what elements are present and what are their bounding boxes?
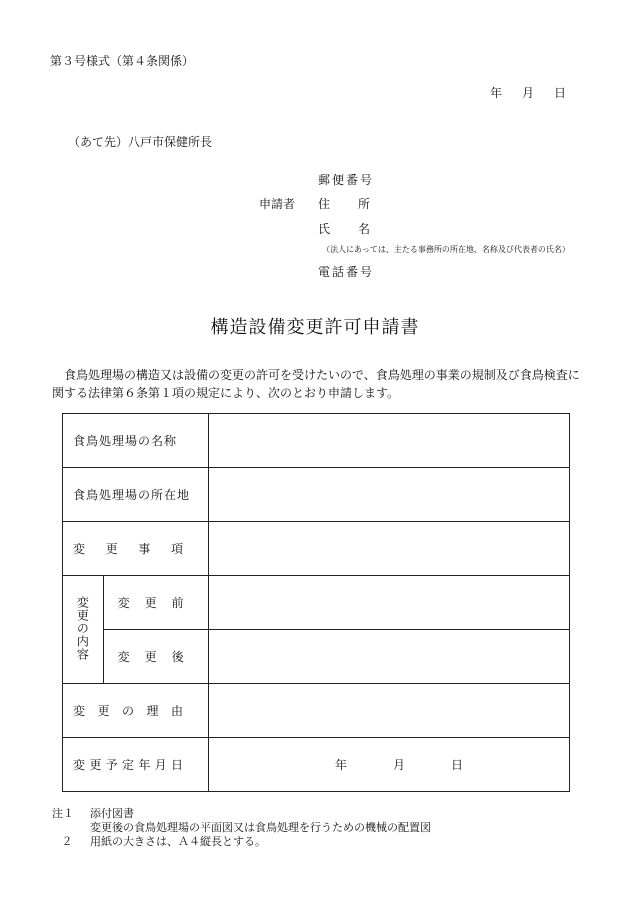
sched-day: 日 xyxy=(451,758,464,772)
note-1 xyxy=(52,807,431,821)
sched-c6: 日 xyxy=(170,758,183,772)
row-change-item xyxy=(63,522,570,576)
sched-c3: 定 xyxy=(121,758,134,772)
application-table xyxy=(62,413,570,792)
address-label xyxy=(318,195,370,212)
notes xyxy=(52,807,431,849)
scheduled-date-label xyxy=(63,738,209,792)
change-item-c2: 事 xyxy=(138,542,151,556)
before-value[interactable] xyxy=(209,576,570,630)
phone-label: 電話番号 xyxy=(318,265,375,279)
facility-location-label: 食鳥処理場の所在地 xyxy=(63,468,209,522)
change-content-text: 変更の内容 xyxy=(75,595,90,661)
note-2 xyxy=(52,835,431,849)
before-label xyxy=(103,576,208,630)
row-change-before xyxy=(63,576,570,630)
date-month: 月 xyxy=(522,86,535,100)
date-day: 日 xyxy=(554,86,567,100)
after-c1: 更 xyxy=(144,650,157,664)
row-facility-name xyxy=(63,414,570,468)
sched-c0: 変 xyxy=(73,758,86,772)
facility-name-value[interactable] xyxy=(209,414,570,468)
sched-c2: 予 xyxy=(105,758,118,772)
reason-c3: 理 xyxy=(146,704,159,718)
note-1-detail: 変更後の食鳥処理場の平面図又は食鳥処理を行うための機械の配置図 xyxy=(90,821,431,834)
sched-c1: 更 xyxy=(89,758,102,772)
body-text: 食鳥処理場の構造又は設備の変更の許可を受けたいので、食鳥処理の事業の規制及び食鳥検査に関する法律第６条第１項の規定により、次のとおり申請します。 xyxy=(52,368,580,400)
before-c1: 更 xyxy=(144,596,157,610)
change-item-c1: 更 xyxy=(105,542,118,556)
facility-location-value[interactable] xyxy=(209,468,570,522)
note-2-text: 用紙の大きさは、Ａ４縦長とする。 xyxy=(90,835,266,848)
row-facility-location xyxy=(63,468,570,522)
corporate-note: （法人にあっては、主たる事務所の所在地、名称及び代表者の氏名） xyxy=(322,245,570,254)
name-label xyxy=(318,220,370,237)
row-change-after xyxy=(63,630,570,684)
date-year: 年 xyxy=(490,86,503,100)
change-content-label xyxy=(63,576,104,684)
after-c2: 後 xyxy=(171,650,184,664)
note-1-number: 注１ xyxy=(52,807,74,820)
facility-name-label: 食鳥処理場の名称 xyxy=(63,414,209,468)
reason-c1: 更 xyxy=(97,704,110,718)
after-value[interactable] xyxy=(209,630,570,684)
before-c2: 前 xyxy=(171,596,184,610)
reason-value[interactable] xyxy=(209,684,570,738)
document-title: 構造設備変更許可申請書 xyxy=(210,317,420,338)
note-2-number: ２ xyxy=(61,835,73,848)
address-label-b: 所 xyxy=(358,197,371,211)
sched-month: 月 xyxy=(392,758,405,772)
before-c0: 変 xyxy=(117,596,130,610)
date-line xyxy=(490,84,566,101)
name-label-a: 氏 xyxy=(318,222,331,236)
change-item-c3: 項 xyxy=(170,542,183,556)
row-scheduled-date xyxy=(63,738,570,792)
scheduled-date-value[interactable] xyxy=(209,738,570,792)
applicant-label: 申請者 xyxy=(259,197,296,211)
addressee: （あて先）八戸市保健所長 xyxy=(68,135,213,149)
reason-c2: の xyxy=(121,704,134,718)
change-item-label xyxy=(63,522,209,576)
reason-c0: 変 xyxy=(73,704,86,718)
sched-c5: 月 xyxy=(154,758,167,772)
change-item-value[interactable] xyxy=(209,522,570,576)
change-item-c0: 変 xyxy=(73,542,86,556)
after-label xyxy=(103,630,208,684)
sched-year: 年 xyxy=(334,758,347,772)
after-c0: 変 xyxy=(117,650,130,664)
form-number: 第３号様式（第４条関係） xyxy=(50,54,195,68)
reason-c4: 由 xyxy=(170,704,183,718)
reason-label xyxy=(63,684,209,738)
row-reason xyxy=(63,684,570,738)
name-label-b: 名 xyxy=(358,222,371,236)
postal-code-label: 郵便番号 xyxy=(318,173,375,187)
sched-c4: 年 xyxy=(138,758,151,772)
address-label-a: 住 xyxy=(318,197,331,211)
note-1-title: 添付図書 xyxy=(90,807,134,820)
